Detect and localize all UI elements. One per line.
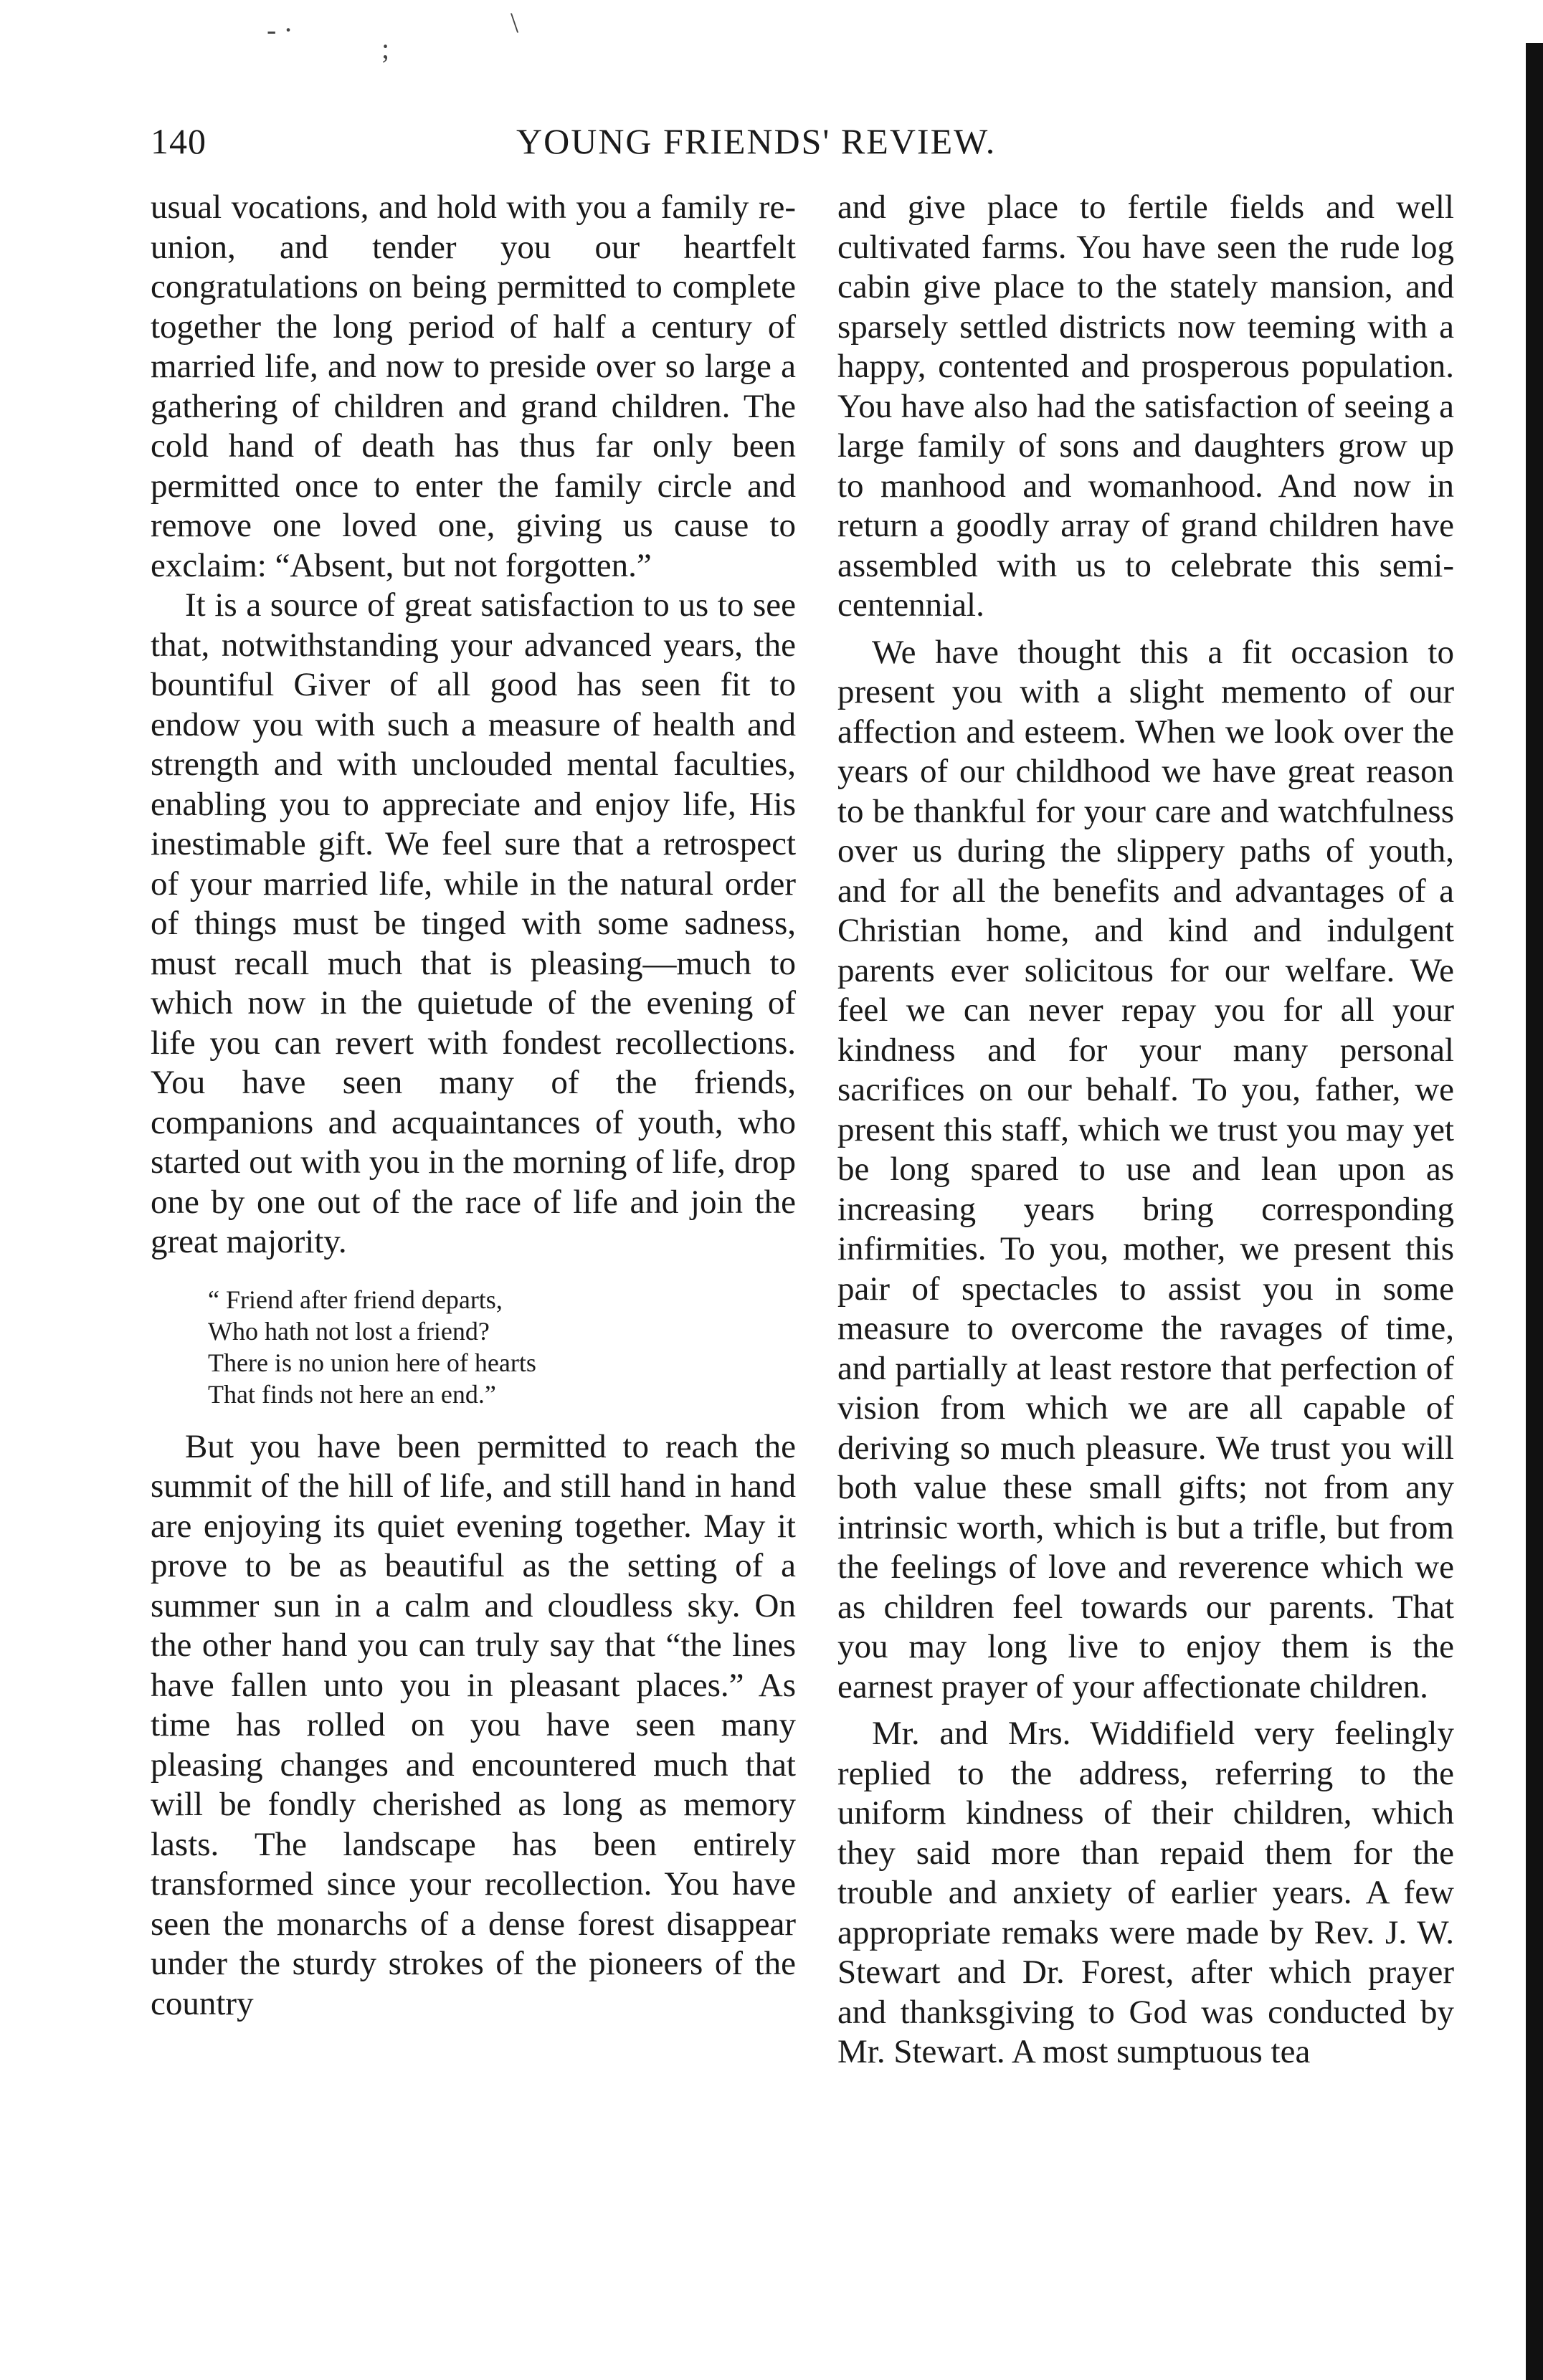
scan-speck: \: [511, 6, 519, 39]
left-paragraph-3: But you have been permitted to reach the summit of the hill of life, and still hand in hand are enjoying its quiet evening together. May it prove to be as beautiful as the setting of a summer sun in a calm and cloudless sky. On the other hand you can truly say that “the lines have fallen unto you in pleasant places.” As time has rolled on you have seen many pleasing changes and encountered much that will be fondly cherished as long as memory lasts. The landscape has been entirely transformed since your recollection. You have seen the monarchs of a dense forest disappear under the sturdy strokes of the pioneers of the country: [151, 1427, 796, 2022]
right-paragraph-2: We have thought this a fit occasion to present you with a slight memento of our affection and esteem. When we look over the years of our childhood we have great reason to be thankful for your care and watchfulness over us during the slippery paths of youth, and for all the benefits and advantages of a Christian home, and kind and indulgent parents ever solicitous for our welfare. We feel we can never repay you for all your kindness and for your many personal sacrifices on our behalf. To you, father, we present this staff, which we trust you may yet be long spared to use and lean upon as increasing years bring corresponding infirmities. To you, mother, we present this pair of spectacles to assist you in some measure to overcome the ravages of time, and partially at least restore that perfection of vision from which we are all capable of deriving so much pleasure. We trust you will both value these small gifts; not from any intrinsic worth, which is but a trifle, but from the feelings of love and reverence which we as children feel towards our parents. That you may long live to enjoy them is the earnest prayer of your affectionate children.: [837, 633, 1454, 1705]
poem-line-2: Who hath not lost a friend?: [208, 1316, 490, 1346]
binding-edge: [1526, 43, 1543, 2380]
left-paragraph-1: usual vocations, and hold with you a family re-union, and tender you our heartfelt congratulations on being permitted to complete together the long period of half a century of married life, and now to preside over so large a gathering of children and grand children. The cold hand of death has thus far only been permitted once to enter the family circle and remove one loved one, giving us cause to exclaim: “Absent, but not forgotten.”: [151, 189, 796, 584]
poem-line-3: There is no union here of hearts: [208, 1348, 536, 1377]
scan-speck: - ·: [267, 14, 293, 46]
left-column: [151, 188, 796, 2024]
right-paragraph-1: and give place to fertile fields and well cultivated farms. You have seen the rude log cabin give place to the stately mansion, and sparsely settled districts now teeming with a happy, contented and prosperous population. You have also had the satisfaction of seeing a large family of sons and daughters grow up to manhood and womanhood. And now in return a goodly array of grand children have assembled with us to celebrate this semi-centennial.: [837, 189, 1454, 624]
poem-quotation: [208, 1284, 796, 1410]
running-head: [0, 120, 1543, 171]
scan-speck: ;: [381, 32, 390, 65]
page-number: 140: [151, 121, 206, 161]
poem-line-1: “ Friend after friend departs,: [208, 1285, 503, 1314]
journal-title: YOUNG FRIENDS' REVIEW.: [516, 121, 997, 161]
poem-line-4: That finds not here an end.”: [208, 1379, 496, 1409]
right-column: [837, 188, 1454, 2072]
right-paragraph-3: Mr. and Mrs. Widdifield very feelingly replied to the address, referring to the uniform kindness of their children, which they said more than repaid them for the trouble and anxiety of earlier years. A few appropriate remaks were made by Rev. J. W. Stewart and Dr. Forest, after which prayer and thanksgiving to God was conducted by Mr. Stewart. A most sumptuous tea: [837, 1715, 1454, 2070]
left-paragraph-2: It is a source of great satisfaction to us to see that, notwithstanding your advanced years, the bountiful Giver of all good has seen fit to endow you with such a measure of health and strength and with unclouded mental faculties, enabling you to appreciate and enjoy life, His inestimable gift. We feel sure that a retrospect of your married life, while in the natural order of things must be tinged with some sadness, must recall much that is pleasing—much to which now in the quietude of the evening of life you can revert with fondest recollections. You have seen many of the friends, companions and acquaintances of youth, who started out with you in the morning of life, drop one by one out of the race of life and join the great majority.: [151, 586, 796, 1260]
